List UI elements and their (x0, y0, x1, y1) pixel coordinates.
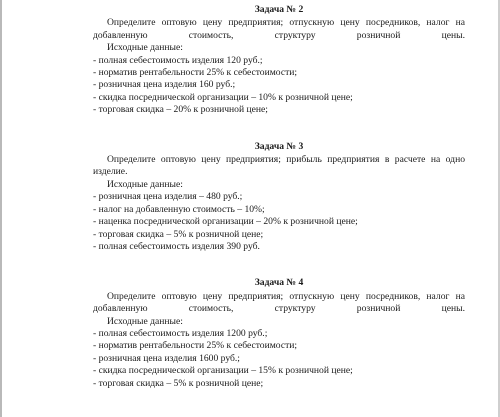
given-data-list (93, 191, 465, 253)
list-item: - торговая скидка – 5% к розничной цене; (93, 377, 264, 389)
task-title: Задача № 4 (254, 277, 304, 289)
list-item: - торговая скидка – 20% к розничной цене; (93, 104, 268, 116)
list-item: - полная себестоимость изделия 120 руб.; (93, 54, 263, 66)
list-item: - торговая скидка – 5% к розничной цене; (93, 228, 264, 240)
list-item: - норматив рентабельности 25% к себестоимости; (93, 340, 298, 352)
list-item: - наценка посреднической организации – 20% к розничной цене; (93, 216, 358, 228)
list-item: - скидка посреднической организации – 15% к розничной цене; (93, 365, 353, 377)
list-item: - розничная цена изделия 160 руб.; (93, 79, 236, 91)
list-item: - норматив рентабельности 25% к себестоимости; (93, 67, 298, 79)
given-data-label: Исходные данные: (107, 42, 183, 54)
list-item: - розничная цена изделия 1600 руб.; (93, 352, 240, 364)
task-statement: Определите оптовую цену предприятия; прибыль предприятия в расчете на одно изделие. (93, 154, 465, 178)
given-data-label: Исходные данные: (107, 315, 183, 327)
task-title: Задача № 3 (254, 140, 304, 152)
task-statement: Определите оптовую цену предприятия; отпускную цену посредников, налог на добавленную стоимость, структуру розничной цены. (93, 17, 465, 41)
task-2 (93, 4, 465, 117)
task-title: Задача № 2 (254, 4, 304, 15)
given-data-label: Исходные данные: (107, 178, 183, 190)
task-4 (93, 277, 465, 390)
task-statement: Определите оптовую цену предприятия; отпускную цену посредников, налог на добавленную стоимость, структуру розничной цены. (93, 290, 465, 315)
list-item: - налог на добавленную стоимость – 10%; (93, 203, 265, 215)
document-body (93, 4, 465, 390)
list-item: - полная себестоимость изделия 390 руб. (93, 240, 260, 252)
given-data-list (93, 328, 465, 390)
given-data-list (93, 55, 465, 117)
list-item: - полная себестоимость изделия 1200 руб.; (93, 327, 268, 339)
list-item: - скидка посреднической организации – 10% к розничной цене; (93, 91, 353, 103)
list-item: - розничная цена изделия – 480 руб.; (93, 191, 243, 203)
task-3 (93, 141, 465, 254)
